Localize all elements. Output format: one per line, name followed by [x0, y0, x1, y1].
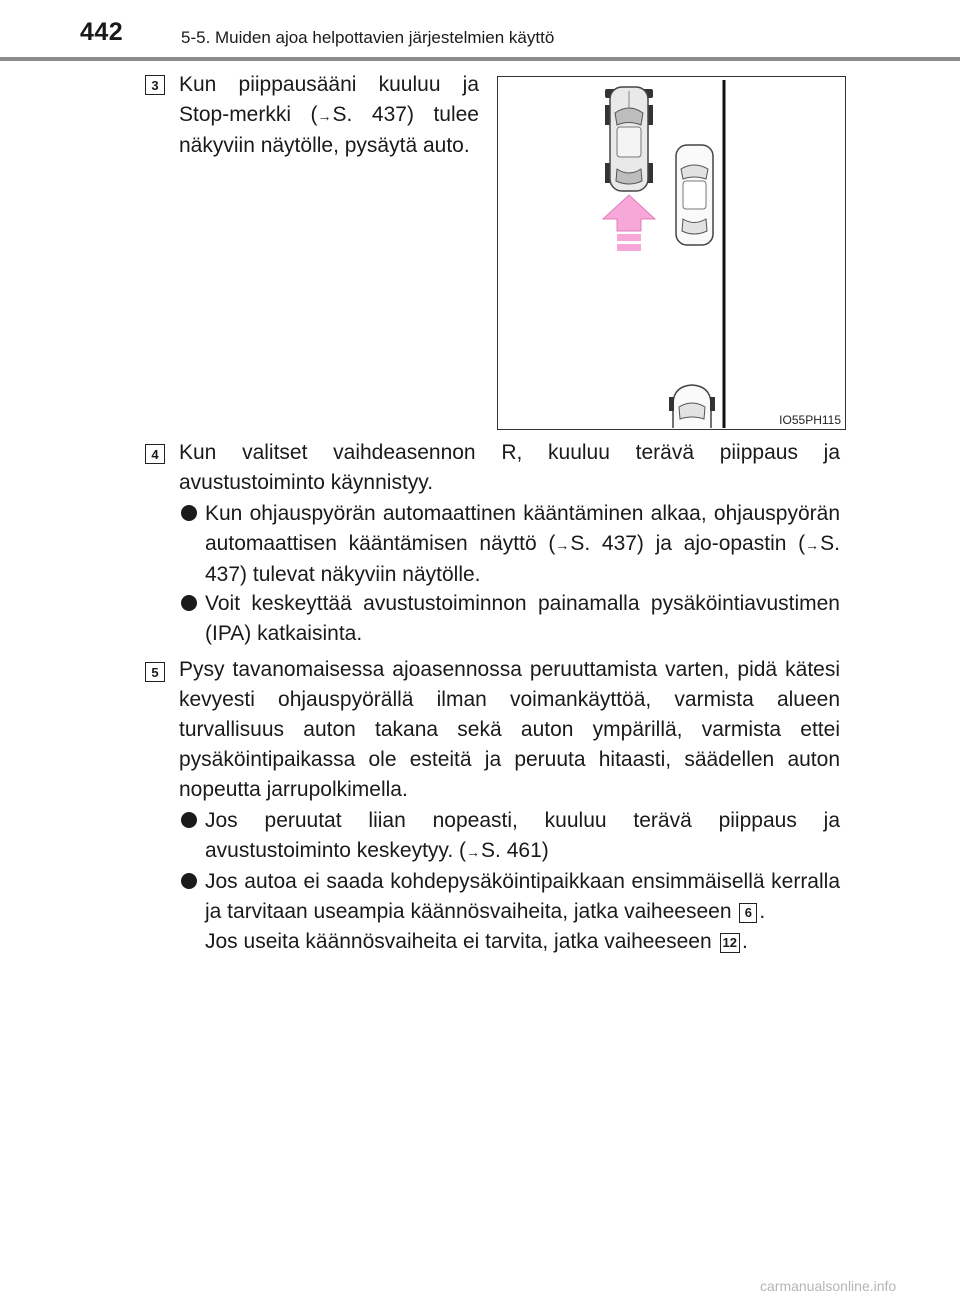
page-header [0, 0, 960, 62]
step-3-text-ref: S. 437) tulee näkyviin näytölle, pysäytä auto. [179, 103, 479, 157]
section-title: 5-5. Muiden ajoa helpottavien järjestelmien käyttö [181, 28, 555, 47]
bullet-text-a: Jos peruutat liian nopeasti, kuuluu terävä piippaus ja avustustoiminto keskeytyy. ( [205, 809, 840, 862]
figure-code: IO55PH115 [779, 413, 841, 427]
step-5-text: Pysy tavanomaisessa ajoasennossa peruuttamista varten, pidä kätesi kevyesti ohjauspyörällä ilman voimankäyttöä, varmista alueen turvallisuus auton takana sekä auton ympärillä, varmista ettei pysäköintipaikassa ole esteitä ja peruuta hitaasti, säädellen auton nopeutta jarrupolkimella. [179, 658, 840, 801]
step-4-bullet-2-text: Voit keskeyttää avustustoiminnon painamalla pysäköintiavustimen (IPA) katkaisinta. [205, 592, 840, 645]
step-5-bullet-1 [181, 806, 840, 867]
step-4-text: Kun valitset vaihdeasennon R, kuuluu terävä piippaus ja avustustoiminto käynnistyy. [179, 441, 840, 494]
step-5-bullet-2-text [205, 867, 840, 957]
rear-car-icon [669, 385, 715, 428]
parking-illustration [497, 76, 846, 430]
step-number-3: 3 [145, 75, 165, 95]
bullet-text-a: Kun ohjauspyörän automaattinen kääntäminen alkaa, ohjauspyörän automaattisen kääntämisen näyttö ( [205, 502, 840, 555]
bullet-text-c: S. 437) tulevat näkyviin näytölle. [205, 532, 840, 586]
step-number-4: 4 [145, 444, 165, 464]
page-number: 442 [80, 18, 124, 46]
bullet-text-a: Jos autoa ei saada kohdepysäköintipaikkaan ensimmäisellä kerralla ja tarvitaan useampia käännösvaiheita, jatka vaiheeseen [205, 870, 840, 923]
step-5-bullet-2 [181, 867, 840, 957]
bullet-icon [181, 595, 197, 611]
step-number-5: 5 [145, 662, 165, 682]
bullet-icon [181, 812, 197, 828]
parking-diagram [498, 77, 844, 428]
step-4-bullet-2 [181, 589, 840, 649]
step-ref-6: 6 [739, 903, 757, 923]
page-ref-arrow-icon: → [805, 537, 820, 553]
watermark: carmanualsonline.info [760, 1278, 897, 1294]
bullet-text-c: Jos useita käännösvaiheita ei tarvita, jatka vaiheeseen [205, 930, 712, 953]
bullet-icon [181, 873, 197, 889]
step-5-bullet-1-text [205, 806, 840, 867]
page-ref-arrow-icon: → [317, 108, 332, 124]
step-4-bullet-1 [181, 499, 840, 590]
page-ref-arrow-icon: → [466, 844, 481, 860]
page-ref-arrow-icon: → [555, 537, 570, 553]
step-3-text [179, 70, 479, 161]
bullet-icon [181, 505, 197, 521]
step-4-bullet-1-text [205, 499, 840, 590]
step-3-text-a: Kun piippausääni kuuluu ja Stop-merkki ( [179, 73, 479, 126]
bullet-text-d: . [741, 930, 748, 953]
parked-car-icon [676, 145, 713, 245]
own-car-icon [605, 87, 653, 191]
step-ref-12: 12 [720, 933, 740, 953]
bullet-text-b: S. 437) ja ajo-opastin ( [570, 532, 806, 555]
bullet-text-b: . [759, 900, 766, 923]
header-divider [0, 57, 960, 61]
forward-direction-arrow-icon [603, 195, 655, 251]
bullet-text-b: S. 461) [481, 839, 549, 862]
